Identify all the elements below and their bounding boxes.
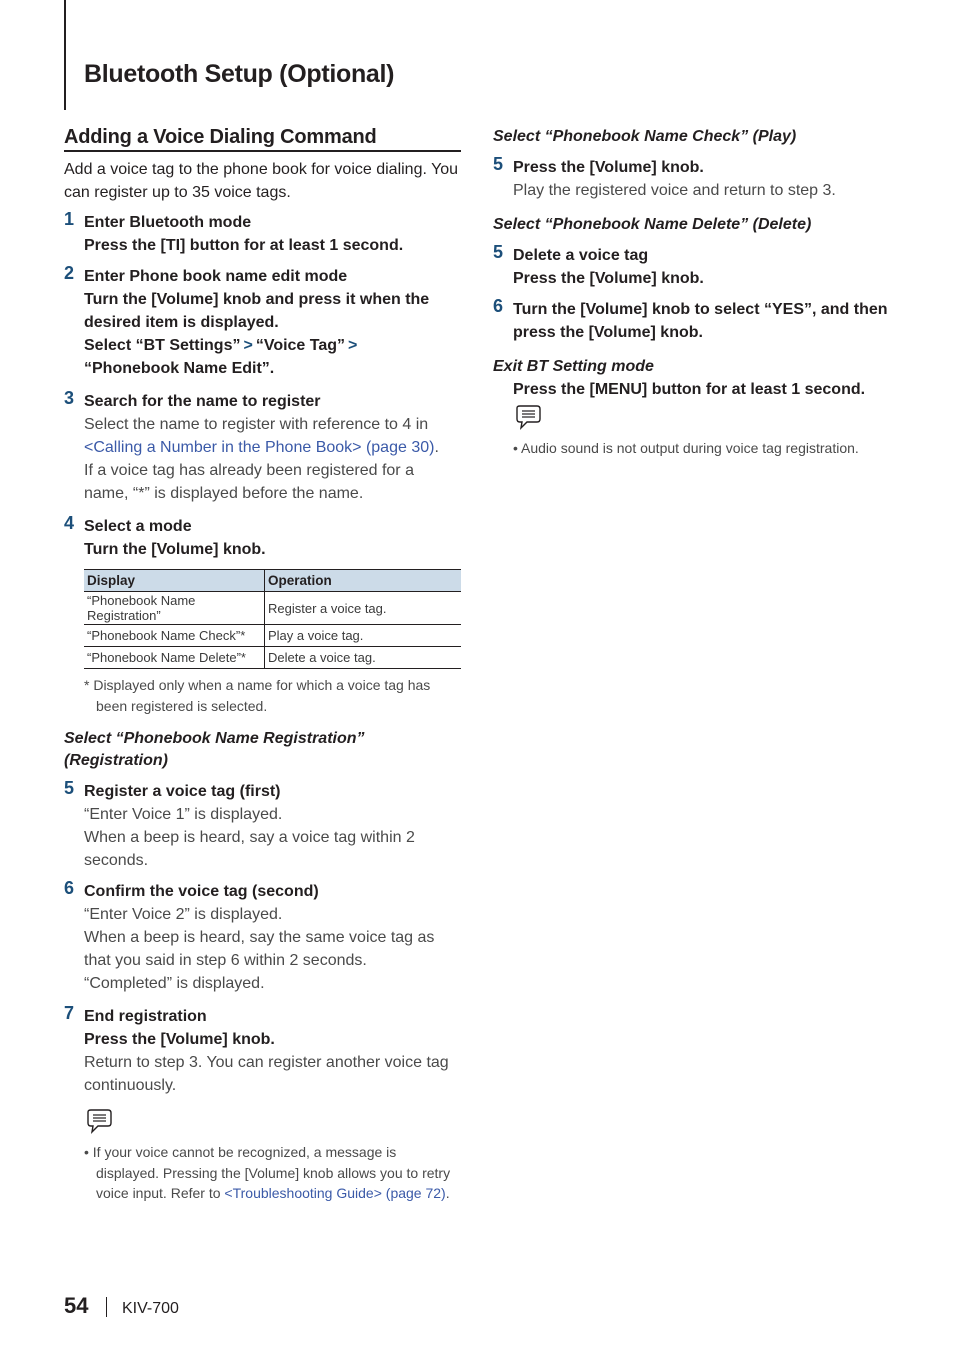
step-description: When a beep is heard, say the same voice tag as that you said in step 6 within 2 seconds. bbox=[84, 929, 435, 969]
step-number: 4 bbox=[64, 513, 75, 533]
step-text: Select the name to register with reference to 4 in bbox=[84, 416, 429, 433]
table-cell: “Phonebook Name Delete”* bbox=[84, 647, 265, 669]
note-speech-bubble-icon bbox=[84, 1109, 114, 1135]
table-cell: Delete a voice tag. bbox=[265, 647, 462, 669]
step-number: 6 bbox=[493, 296, 504, 316]
step-number: 5 bbox=[493, 154, 504, 174]
menu-item-bt-settings: Select “BT Settings” bbox=[84, 337, 241, 354]
note-text: • If your voice cannot be recognized, a message is displayed. Pressing the [Volume] knob allows you to retry voice input. Refer to bbox=[84, 1144, 451, 1201]
chevron-right-icon: > bbox=[243, 337, 253, 354]
table-row bbox=[84, 647, 461, 669]
step-heading: Press the [Volume] knob. bbox=[513, 159, 704, 176]
step-description: Play the registered voice and return to step 3. bbox=[513, 182, 836, 199]
table-cell: “Phonebook Name Registration” bbox=[84, 592, 265, 625]
step-2 bbox=[64, 265, 461, 380]
note-speech-bubble-icon bbox=[513, 405, 543, 431]
step-number: 6 bbox=[64, 878, 75, 898]
step-number: 3 bbox=[64, 388, 75, 408]
note-bullet: • Audio sound is not output during voice tag registration. bbox=[513, 440, 859, 456]
section-title: Adding a Voice Dialing Command bbox=[64, 126, 461, 152]
menu-item-voice-tag: “Voice Tag” bbox=[255, 337, 346, 354]
step-number: 2 bbox=[64, 263, 75, 283]
left-column bbox=[64, 126, 461, 1204]
step-number: 1 bbox=[64, 209, 75, 229]
step-instruction: Turn the [Volume] knob. bbox=[84, 541, 266, 558]
step-6 bbox=[64, 880, 461, 995]
select-path bbox=[84, 334, 461, 380]
step-7 bbox=[64, 1005, 461, 1097]
step-description: Return to step 3. You can register another voice tag continuously. bbox=[84, 1054, 449, 1094]
mode-heading-exit: Exit BT Setting mode bbox=[493, 358, 654, 375]
page-number: 54 bbox=[64, 1293, 89, 1318]
step-number: 5 bbox=[493, 242, 504, 262]
step-description: If a voice tag has already been registered for a name, “*” is displayed before the name. bbox=[84, 462, 414, 502]
table-cell: “Phonebook Name Check”* bbox=[84, 625, 265, 647]
step-heading: Enter Phone book name edit mode bbox=[84, 268, 348, 285]
mode-heading-registration: Select “Phonebook Name Registration” (Registration) bbox=[64, 730, 365, 769]
step-heading: End registration bbox=[84, 1008, 207, 1025]
delete-step-6 bbox=[493, 298, 903, 344]
step-description: “Completed” is displayed. bbox=[84, 975, 265, 992]
step-5 bbox=[64, 780, 461, 872]
table-row bbox=[84, 625, 461, 647]
step-description: “Enter Voice 1” is displayed. bbox=[84, 806, 283, 823]
right-column bbox=[493, 126, 903, 459]
page-title: Bluetooth Setup (Optional) bbox=[84, 60, 395, 88]
menu-item-phonebook-name-edit: “Phonebook Name Edit”. bbox=[84, 360, 275, 377]
step-instruction: Turn the [Volume] knob and press it when the desired item is displayed. bbox=[84, 291, 430, 331]
delete-step-5 bbox=[493, 244, 903, 290]
step-heading: Confirm the voice tag (second) bbox=[84, 883, 319, 900]
period: . bbox=[434, 439, 439, 456]
step-heading: Enter Bluetooth mode bbox=[84, 214, 252, 231]
step-number: 5 bbox=[64, 778, 75, 798]
step-instruction: Press the [Volume] knob. bbox=[513, 270, 704, 287]
table-row bbox=[84, 592, 461, 625]
step-heading: Turn the [Volume] knob to select “YES”, and then press the [Volume] knob. bbox=[513, 301, 888, 341]
table-footnote: * Displayed only when a name for which a voice tag has been registered is selected. bbox=[84, 677, 431, 714]
step-heading: Select a mode bbox=[84, 518, 192, 535]
check-step-5 bbox=[493, 156, 903, 202]
note-bullet bbox=[84, 1142, 461, 1204]
step-heading: Delete a voice tag bbox=[513, 247, 649, 264]
model-name: KIV-700 bbox=[122, 1300, 179, 1317]
step-4 bbox=[64, 515, 461, 561]
step-1 bbox=[64, 211, 461, 257]
chevron-right-icon: > bbox=[348, 337, 358, 354]
table-header-row bbox=[84, 570, 461, 592]
step-description: “Enter Voice 2” is displayed. bbox=[84, 906, 283, 923]
step-description bbox=[84, 413, 461, 459]
troubleshooting-link[interactable]: <Troubleshooting Guide> (page 72) bbox=[224, 1185, 446, 1201]
intro-text: Add a voice tag to the phone book for voice dialing. You can register up to 35 voice tags. bbox=[64, 161, 459, 201]
mode-table bbox=[84, 569, 461, 669]
step-instruction: Press the [Volume] knob. bbox=[84, 1031, 275, 1048]
calling-number-link[interactable]: <Calling a Number in the Phone Book> (page 30) bbox=[84, 439, 435, 456]
step-description: When a beep is heard, say a voice tag within 2 seconds. bbox=[84, 829, 415, 869]
table-cell: Play a voice tag. bbox=[265, 625, 462, 647]
column-header-display: Display bbox=[84, 570, 265, 592]
header-rule bbox=[64, 0, 66, 110]
exit-instruction: Press the [MENU] button for at least 1 second. bbox=[513, 381, 866, 398]
column-header-operation: Operation bbox=[265, 570, 462, 592]
step-heading: Search for the name to register bbox=[84, 393, 321, 410]
mode-heading-check: Select “Phonebook Name Check” (Play) bbox=[493, 128, 797, 145]
mode-heading-delete: Select “Phonebook Name Delete” (Delete) bbox=[493, 216, 812, 233]
table-cell: Register a voice tag. bbox=[265, 592, 462, 625]
footer-divider bbox=[106, 1297, 107, 1317]
step-heading: Register a voice tag (first) bbox=[84, 783, 281, 800]
period: . bbox=[445, 1185, 450, 1201]
step-instruction: Press the [TI] button for at least 1 second. bbox=[84, 237, 404, 254]
step-number: 7 bbox=[64, 1003, 75, 1023]
step-3 bbox=[64, 390, 461, 505]
